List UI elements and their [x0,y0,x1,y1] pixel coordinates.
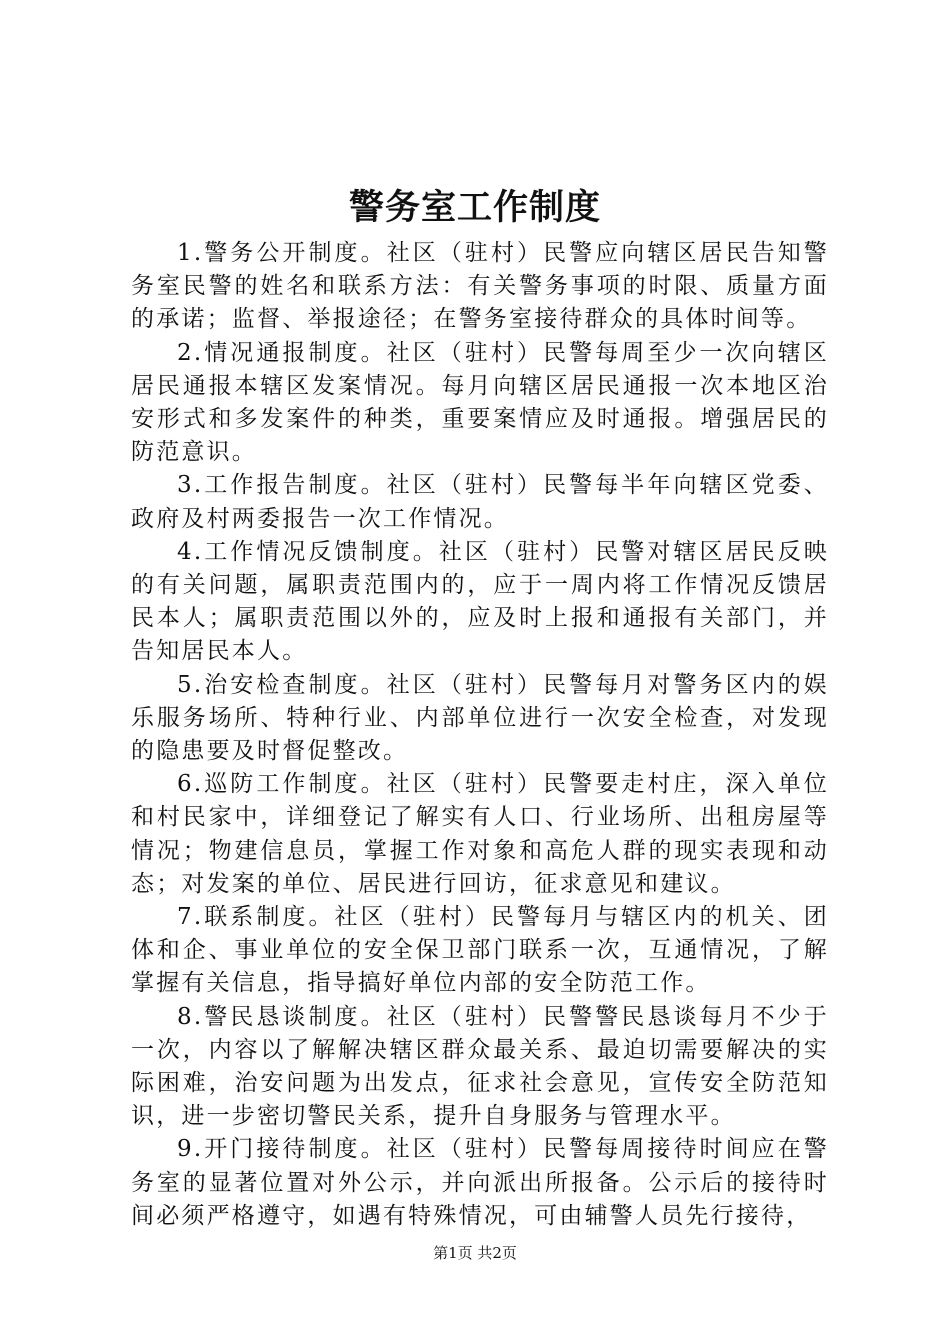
paragraph-5: 5.治安检查制度。社区（驻村）民警每月对警务区内的娱乐服务场所、特种行业、内部单位进行一次安全检查，对发现的隐患要及时督促整改。 [131,671,829,765]
paragraph-7: 7.联系制度。社区（驻村）民警每月与辖区内的机关、团体和企、事业单位的安全保卫部门联系一次，互通情况，了解掌握有关信息，指导搞好单位内部的安全防范工作。 [131,904,829,997]
paragraph-6: 6.巡防工作制度。社区（驻村）民警要走村庄，深入单位和村民家中，详细登记了解实有人口、行业场所、出租房屋等情况；物建信息员，掌握工作对象和高危人群的现实表现和动态；对发案的单位、居民进行回访，征求意见和建议。 [131,771,829,897]
paragraph-3: 3.工作报告制度。社区（驻村）民警每半年向辖区党委、政府及村两委报告一次工作情况。 [131,472,829,532]
document-body [131,237,829,1233]
paragraph-2: 2.情况通报制度。社区（驻村）民警每周至少一次向辖区居民通报本辖区发案情况。每月向辖区居民通报一次本地区治安形式和多发案件的种类，重要案情应及时通报。增强居民的防范意识。 [131,339,829,466]
paragraph-4: 4.工作情况反馈制度。社区（驻村）民警对辖区居民反映的有关问题，属职责范围内的，应于一周内将工作情况反馈居民本人；属职责范围以外的，应及时上报和通报有关部门，并告知居民本人。 [131,538,829,665]
document-title: 警务室工作制度 [348,187,601,228]
paragraph-9: 9.开门接待制度。社区（驻村）民警每周接待时间应在警务室的显著位置对外公示，并向派出所报备。公示后的接待时间必须严格遵守，如遇有特殊情况，可由辅警人员先行接待， [131,1136,829,1229]
paragraph-1: 1.警务公开制度。社区（驻村）民警应向辖区居民告知警务室民警的姓名和联系方法：有关警务事项的时限、质量方面的承诺；监督、举报途径；在警务室接待群众的具体时间等。 [131,240,829,333]
page-number-footer: 第1页 共2页 [433,1244,517,1262]
paragraph-8: 8.警民恳谈制度。社区（驻村）民警警民恳谈每月不少于一次，内容以了解解决辖区群众最关系、最迫切需要解决的实际困难，治安问题为出发点，征求社会意见，宣传安全防范知识，进一步密切警民关系，提升自身服务与管理水平。 [131,1003,829,1130]
